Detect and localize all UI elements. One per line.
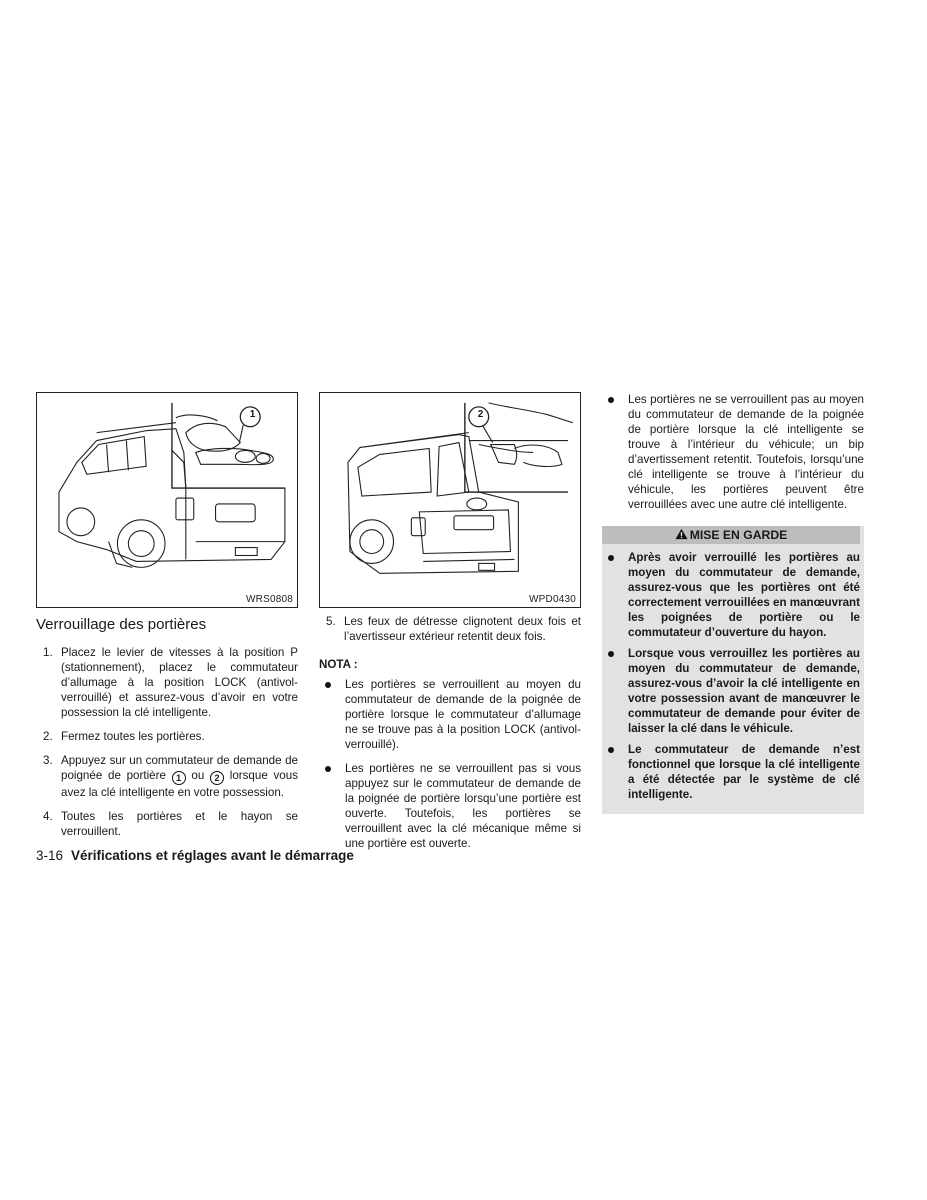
- list-item: 1. Placez le levier de vitesses à la position P (stationnement), placez le commutateur d’allumage à la position LOCK (antivol-verrouillé) et assurez-vous d’avoir en votre possession la clé intelligente.: [43, 646, 298, 719]
- bullet-icon: [325, 766, 331, 772]
- bullet-icon: [608, 747, 614, 753]
- list-item: Après avoir verrouillé les portières au moyen du commutateur de demande, assurez-vous que les portières ont été correctement verrouillées en manœuvrant les poignées de portière ou le commutateur d’ouverture du hayon.: [602, 550, 860, 640]
- list-item: Lorsque vous verrouillez les portières au moyen du commutateur de demande, assurez-vous d’avoir la clé intelligente en votre possession avant de manœuvrer le commutateur de demande pour éviter de laisser la clé dans le véhicule.: [602, 646, 860, 736]
- caution-title: MISE EN GARDE: [689, 528, 788, 542]
- suv-side-door-illustration: [37, 393, 297, 607]
- callout-1: 1: [249, 409, 256, 420]
- list-item: 4. Toutes les portières et le hayon se verrouillent.: [43, 810, 298, 838]
- nota-list: [319, 677, 581, 851]
- list-item: 2. Fermez toutes les portières.: [43, 730, 205, 743]
- circled-number-2: 2: [210, 771, 224, 785]
- list-item: 5. Les feux de détresse clignotent deux fois et l’avertisseur extérieur retentit deux fois.: [326, 615, 581, 643]
- figure-code: WPD0430: [529, 594, 576, 605]
- caution-header: [602, 526, 860, 544]
- bullet-icon: [325, 682, 331, 688]
- bullet-icon: [608, 555, 614, 561]
- caution-list: [602, 550, 860, 802]
- bullet-icon: [608, 651, 614, 657]
- steps-list-continued: [319, 614, 581, 644]
- page-number: 3-16: [36, 848, 64, 863]
- callout-2: 2: [477, 409, 484, 420]
- bullet-icon: [608, 397, 614, 403]
- figure-code: WRS0808: [246, 594, 293, 605]
- section-title: Verrouillage des portières: [36, 616, 207, 633]
- list-item: Le commutateur de demande n’est fonctionnel que lorsque la clé intelligente a été détectée par le système de clé intelligente.: [602, 742, 860, 802]
- figure-liftgate-handle: [319, 392, 581, 608]
- list-item: 3. Appuyez sur un commutateur de demande de poignée de portière 1 ou 2 lorsque vous avez la clé intelligente en votre possession.: [43, 754, 298, 799]
- page-footer: [36, 848, 354, 863]
- figure-door-handle-front: [36, 392, 298, 608]
- nota-heading: NOTA :: [319, 658, 358, 671]
- steps-list: [36, 645, 298, 839]
- column-left: [36, 392, 298, 848]
- column-right: [602, 392, 864, 814]
- column-middle: [319, 392, 581, 860]
- circled-number-1: 1: [172, 771, 186, 785]
- nota-list-continued: [602, 392, 864, 512]
- list-item: Les portières ne se verrouillent pas au moyen du commutateur de demande de la poignée de portière lorsque la clé intelligente se trouve à l’intérieur du véhicule; un bip d’avertissement retentit. Toutefois, lorsqu’une clé intelligente se trouve à l’intérieur du véhicule, les portières peuvent être verrouillées avec une autre clé intelligente.: [602, 392, 864, 512]
- list-item: Les portières se verrouillent au moyen du commutateur de demande de la poignée de portière lorsque le commutateur d’allumage ne se trouve pas à la position LOCK (antivol-verrouillé).: [319, 677, 581, 752]
- suv-rear-liftgate-illustration: [320, 393, 580, 607]
- chapter-title: Vérifications et réglages avant le démarrage: [71, 848, 354, 863]
- warning-triangle-icon: [675, 528, 688, 540]
- caution-box: [602, 526, 864, 814]
- list-item: Les portières ne se verrouillent pas si vous appuyez sur le commutateur de demande de la poignée de portière lorsqu’une portière est ouverte. Toutefois, les portières se verrouillent avec la clé mécanique même si une portière est ouverte.: [319, 761, 581, 851]
